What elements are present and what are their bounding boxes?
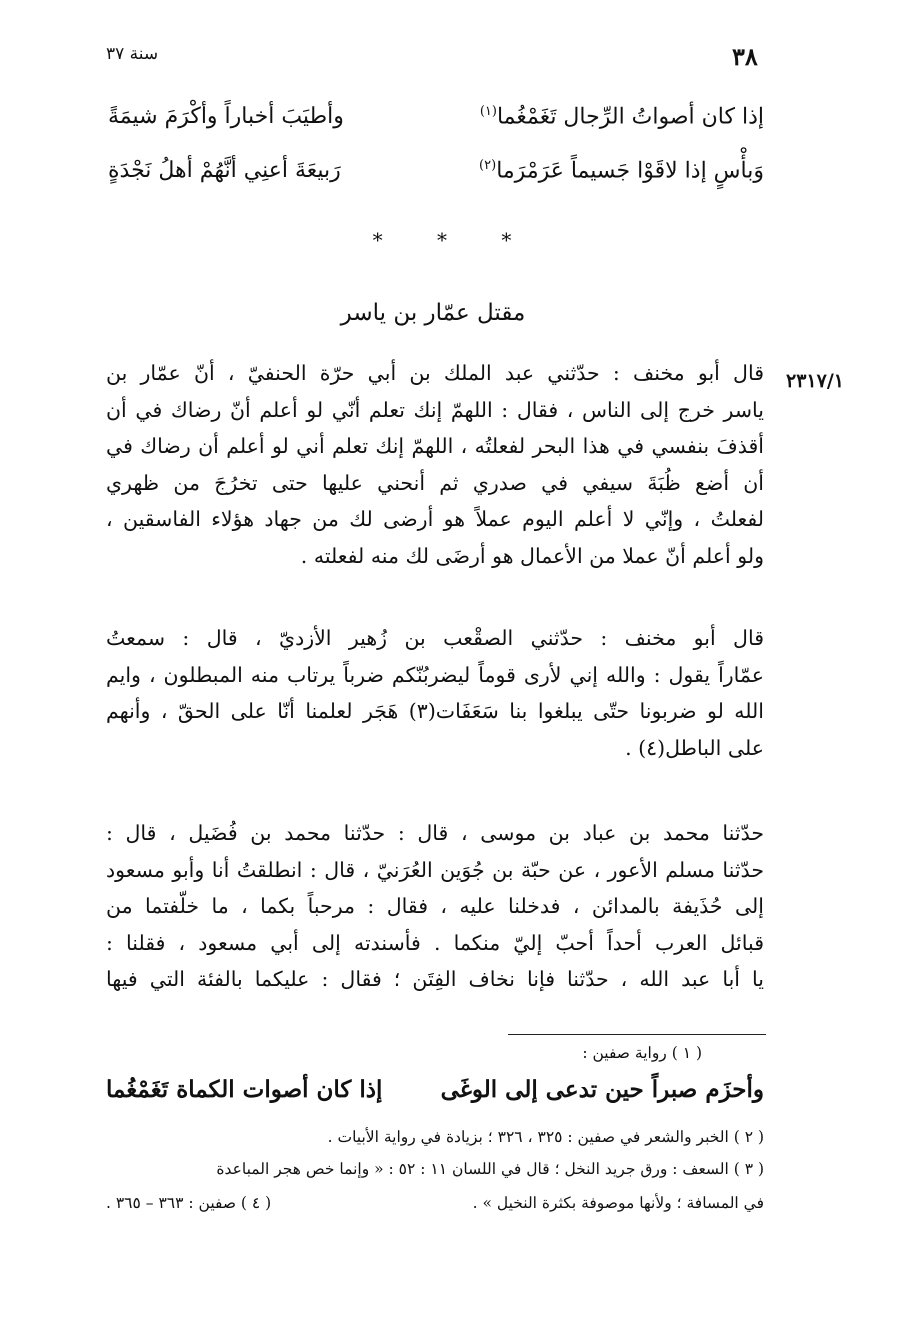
footnote-verse-left-hemistich: إذا كان أصوات الكماة تَغَمْغُما (106, 1076, 383, 1103)
verse-2-left-hemistich: رَبيعَةَ أعنِي أنَّهُمْ أهلُ نَجْدَةٍ (108, 158, 341, 183)
verse-1-left-hemistich: وأطيَبَ أخباراً وأكْرَمَ شيمَةً (108, 104, 344, 129)
paragraph-line: حدّثنا محمد بن عباد بن موسى ، قال : حدّثنا محمد بن فُضَيل ، قال : (106, 821, 764, 845)
paragraph-3 (106, 815, 764, 998)
paragraph-line: يا أبا عبد الله ، حدّثنا فإنا نخاف الفِتَن ؛ فقال : عليكما بالفئة التي فيها (106, 967, 764, 991)
paragraph-line: قال أبو مخنف : حدّثني عبد الملك بن أبي حرّة الحنفيّ ، أنّ عمّار بن (106, 361, 764, 385)
footnote-3-line-1: ( ٣ ) السعف : ورق جريد النخل ؛ قال في اللسان ١١ : ٥٢ : « وإنما خص هجر المباعدة (216, 1160, 764, 1178)
paragraph-line: قال أبو مخنف : حدّثني الصقْعب بن زُهير الأزديّ ، قال : سمعتُ (106, 626, 764, 650)
paragraph-line: الله لو ضربونا حتّى يبلغوا بنا سَعَفَات(٣) هَجَر لعلمنا أنّا على الحقّ ، وأنهم (106, 699, 764, 723)
footnote-3-line-2: في المسافة ؛ ولأنها موصوفة بكثرة النخيل » . (472, 1194, 764, 1212)
verse-line-2 (108, 158, 764, 183)
footnote-ref-1: (١) (479, 104, 497, 119)
paragraph-line: ياسر خرج إلى الناس ، فقال : اللهمّ إنك تعلم أنّي لو أعلم أنّ رضاك في أن (106, 397, 764, 422)
verse-line-1 (108, 104, 764, 129)
paragraph-line: حدّثنا مسلم الأعور ، عن حبّة بن جُوَين العُرَنيّ ، قال : انطلقتُ أنا وأبو مسعود (106, 857, 764, 882)
paragraph-line: قبائل العرب أحداً أحبّ إليّ منكما . فأسندته إلى أبي مسعود ، فقلنا : (106, 930, 764, 955)
footnote-2: ( ٢ ) الخبر والشعر في صفين : ٣٢٥ ، ٣٢٦ ؛ بزيادة في رواية الأبيات . (327, 1128, 764, 1146)
verse-1-right-hemistich: إذا كان أصواتُ الرِّجال تَغَمْغُما$^{(١)}$ (479, 104, 764, 130)
paragraph-line: عمّاراً يقول : والله إني لأرى قوماً ليضربُنّكم ضرباً يرتاب منه المبطلون ، وايم (106, 662, 764, 687)
footnote-ref-2: (٢) (479, 158, 497, 173)
footnote-4: ( ٤ ) صفين : ٣٦٣ – ٣٦٥ . (106, 1194, 272, 1212)
paragraph-line: لفعلتُ ، وإنّي لا أعلم اليوم عملاً هو أرضى لك من جهاد هؤلاء الفاسقين ، (106, 507, 764, 531)
footnote-row (106, 1194, 764, 1212)
paragraph-line: أن أضع ظُبَةَ سيفي في صدري ثم أنحني عليها حتى تخرُجَ من ظهري (106, 470, 764, 495)
footnote-divider (508, 1034, 766, 1035)
section-separator: * * * (372, 228, 536, 252)
verse-2-right-hemistich: وَبأْسٍ إذا لاقَوْا جَسيماً عَرَمْرَما$^{(٢)}$ (479, 158, 764, 184)
section-title: مقتل عمّار بن ياسر (340, 300, 526, 326)
paragraph-line: ولو أعلم أنّ عملا من الأعمال هو أرضَى لك منه لفعلته . (300, 543, 764, 568)
paragraph-1 (106, 355, 764, 574)
running-head: سنة ٣٧ (106, 44, 159, 64)
paragraph-line: إلى حُذَيفة بالمدائن ، فدخلنا عليه ، فقال : مرحباً بكما ، ما خلّفتما من (106, 894, 764, 918)
page-number: ٣٨ (732, 42, 758, 71)
paragraph-line: على الباطل(٤) . (625, 735, 764, 760)
paragraph-line: أقذفَ بنفسي في هذا البحر لفعلتُه ، اللهمّ إنك تعلم أني لو أعلم أن رضاك في (106, 434, 764, 458)
footnote-verse-right-hemistich: وأحزَم صبراً حين تدعى إلى الوغَى (440, 1076, 764, 1103)
paragraph-2 (106, 620, 764, 766)
footnote-1-label: ( ١ ) رواية صفين : (582, 1044, 702, 1062)
margin-reference: ٢٣١٧/١ (786, 370, 844, 392)
footnote-1-verse (106, 1076, 764, 1103)
